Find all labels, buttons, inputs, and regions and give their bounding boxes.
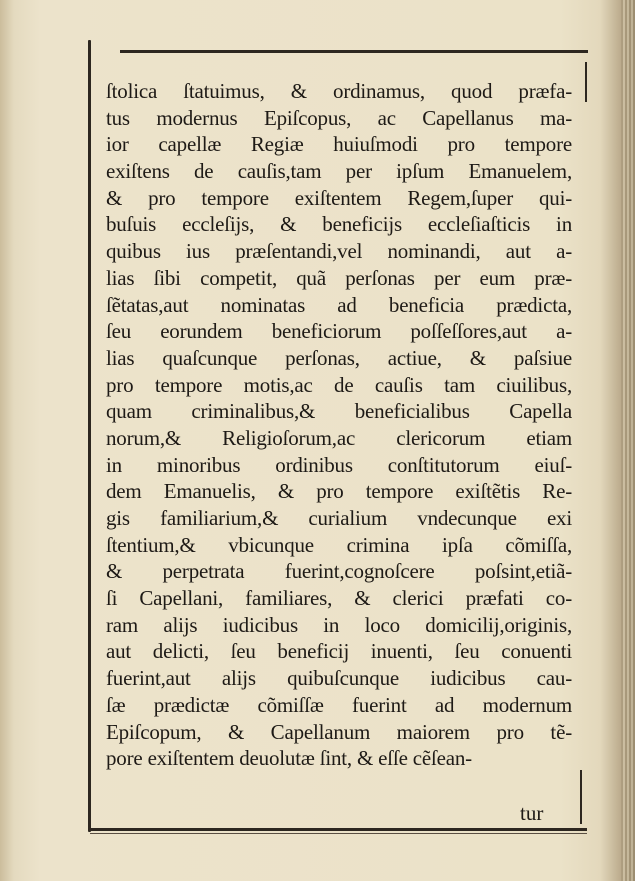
text-line-16: dem Emanuelis, & pro tempore exiſtẽtis Re- bbox=[106, 479, 572, 504]
text-line-23: fuerint,aut alijs quibuſcunque iudicibus cau- bbox=[106, 666, 572, 691]
text-line-14: norum,& Religioſorum,ac clericorum etiam bbox=[106, 425, 572, 450]
text-line-20: ſi Capellani, familiares, & clerici præfati co- bbox=[106, 586, 572, 611]
text-line-18: ſtentium,& vbicunque crimina ipſa cõmiſſa, bbox=[106, 532, 572, 557]
text-line-19: & perpetrata fuerint,cognoſcere poſsint,etiã- bbox=[106, 559, 572, 584]
page-edge-shadow bbox=[621, 0, 635, 881]
text-line-6: buſuis eccleſijs, & beneficijs eccleſiaſticis in bbox=[106, 212, 572, 237]
catchword: tur bbox=[520, 801, 544, 825]
text-line-1: ſtolica ſtatuimus, & ordinamus, quod præfa- bbox=[106, 79, 572, 103]
text-line-26: pore exiſtentem deuolutæ ſint, & eſſe cẽſean- bbox=[106, 746, 472, 771]
text-line-3: ior capellæ Regiæ huiuſmodi pro tempore bbox=[106, 132, 572, 157]
text-line-24: ſæ prædictæ cõmiſſæ fuerint ad modernum bbox=[106, 692, 572, 717]
text-line-15: in minoribus ordinibus conſtitutorum eiuſ- bbox=[106, 452, 572, 477]
text-line-12: pro tempore motis,ac de cauſis tam ciuilibus, bbox=[106, 372, 572, 397]
text-line-13: quam criminalibus,& beneficialibus Capella bbox=[106, 399, 572, 424]
right-margin-rule-bottom bbox=[580, 770, 582, 824]
text-line-17: gis familiarium,& curialium vndecunque exi bbox=[106, 506, 572, 530]
body-text bbox=[106, 78, 572, 772]
text-line-25: Epiſcopum, & Capellanum maiorem pro tẽ- bbox=[106, 719, 572, 744]
bottom-border-rule-thin bbox=[90, 833, 587, 834]
text-line-2: tus modernus Epiſcopus, ac Capellanus ma- bbox=[106, 105, 572, 130]
text-line-5: & pro tempore exiſtentem Regem,ſuper qui- bbox=[106, 185, 572, 210]
bottom-border-rule bbox=[90, 828, 587, 831]
text-line-22: aut delicti, ſeu beneficij inuenti, ſeu conuenti bbox=[106, 639, 572, 664]
right-margin-rule-top bbox=[585, 62, 587, 102]
top-border-rule bbox=[120, 50, 588, 53]
text-line-8: lias ſibi competit, quã perſonas per eum præ- bbox=[106, 265, 572, 290]
text-line-11: lias quaſcunque perſonas, actiue, & paſsiue bbox=[106, 345, 572, 370]
left-margin-rule bbox=[88, 40, 91, 832]
text-line-7: quibus ius præſentandi,vel nominandi, aut a- bbox=[106, 239, 572, 264]
text-line-9: ſẽtatas,aut nominatas ad beneficia prædicta, bbox=[106, 292, 572, 317]
text-line-21: ram alijs iudicibus in loco domicilij,originis, bbox=[106, 612, 572, 637]
text-line-4: exiſtens de cauſis,tam per ipſum Emanuelem, bbox=[106, 159, 572, 184]
text-line-10: ſeu eorundem beneficiorum poſſeſſores,aut a- bbox=[106, 319, 572, 344]
